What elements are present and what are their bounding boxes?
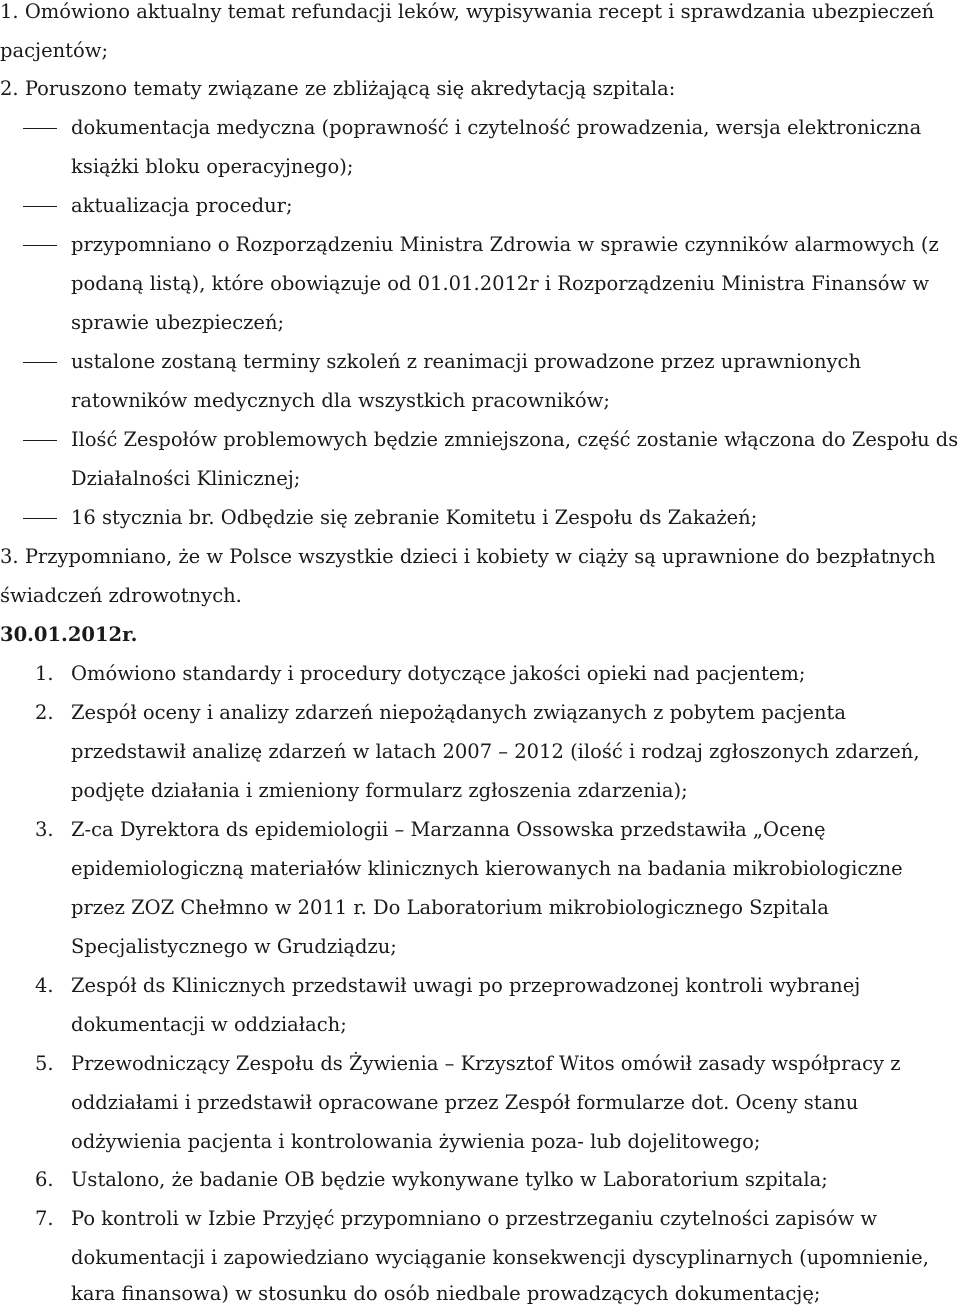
- dash-bullet: [23, 206, 57, 207]
- meeting-item-7-line-2: dokumentacji i zapowiedziano wyciąganie konsekwencji dyscyplinarnych (upomnienie,: [71, 1246, 929, 1269]
- intro-item-1-text: Omówiono aktualny temat refundacji leków, wypisywania recept i sprawdzania ubezpieczeń: [24, 0, 935, 23]
- meeting-item-6-number: 6.: [35, 1168, 54, 1191]
- dash-bullet: [23, 245, 57, 246]
- dash-item-3-line-3: sprawie ubezpieczeń;: [71, 311, 285, 334]
- meeting-item-2-line-3: podjęte działania i zmieniony formularz zgłoszenia zdarzenia);: [71, 779, 688, 802]
- dash-item-1-line-1: dokumentacja medyczna (poprawność i czytelność prowadzenia, wersja elektroniczna: [71, 116, 922, 139]
- dash-bullet: [23, 440, 57, 441]
- meeting-item-2-number: 2.: [35, 701, 54, 724]
- meeting-item-1-line-1: Omówiono standardy i procedury dotyczące jakości opieki nad pacjentem;: [71, 662, 806, 685]
- dash-item-4-line-1: ustalone zostaną terminy szkoleń z reanimacji prowadzone przez uprawnionych: [71, 350, 862, 373]
- meeting-item-7-line-1: Po kontroli w Izbie Przyjęć przypomniano o przestrzeganiu czytelności zapisów w: [71, 1207, 878, 1230]
- dash-bullet: [23, 518, 57, 519]
- meeting-item-1-number: 1.: [35, 662, 54, 685]
- meeting-item-3-line-3: przez ZOZ Chełmno w 2011 r. Do Laboratorium mikrobiologicznego Szpitala: [71, 896, 829, 919]
- intro-item-2-number: 2.: [0, 77, 19, 100]
- meeting-item-3-number: 3.: [35, 818, 54, 841]
- dash-item-4-line-2: ratowników medycznych dla wszystkich pracowników;: [71, 389, 610, 412]
- dash-item-3-line-1: przypomniano o Rozporządzeniu Ministra Zdrowia w sprawie czynników alarmowych (z: [71, 233, 939, 256]
- item-3-number: 3.: [0, 545, 19, 568]
- dash-item-1-line-2: książki bloku operacyjnego);: [71, 155, 354, 178]
- meeting-item-3-line-1: Z-ca Dyrektora ds epidemiologii – Marzanna Ossowska przedstawiła „Ocenę: [71, 818, 826, 841]
- dash-bullet: [23, 362, 57, 363]
- dash-item-5-line-2: Działalności Klinicznej;: [71, 467, 301, 490]
- dash-item-5-line-1: Ilość Zespołów problemowych będzie zmniejszona, część zostanie włączona do Zespołu ds: [71, 428, 959, 451]
- dash-bullet: [23, 128, 57, 129]
- meeting-item-4-number: 4.: [35, 974, 54, 997]
- meeting-item-5-line-1: Przewodniczący Zespołu ds Żywienia – Krzysztof Witos omówił zasady współpracy z: [71, 1052, 901, 1075]
- intro-item-1-line-2: pacjentów;: [0, 39, 109, 62]
- meeting-item-7-line-3: kara finansowa) w stosunku do osób niedbale prowadzących dokumentację;: [71, 1282, 821, 1305]
- meeting-item-5-line-3: odżywienia pacjenta i kontrolowania żywienia poza- lub dojelitowego;: [71, 1130, 761, 1153]
- meeting-item-2-line-1: Zespół oceny i analizy zdarzeń niepożądanych związanych z pobytem pacjenta: [71, 701, 846, 724]
- meeting-item-5-line-2: oddziałami i przedstawił opracowane przez Zespół formularze dot. Oceny stanu: [71, 1091, 859, 1114]
- intro-item-1-number: 1.: [0, 0, 19, 23]
- item-3-text: Przypomniano, że w Polsce wszystkie dzieci i kobiety w ciąży są uprawnione do bezpłatnych: [24, 545, 936, 568]
- intro-item-1-line-1: [0, 0, 934, 24]
- dash-item-3-line-2: podaną listą), które obowiązuje od 01.01.2012r i Rozporządzeniu Ministra Finansów w: [71, 272, 930, 295]
- meeting-item-4-line-1: Zespół ds Klinicznych przedstawił uwagi po przeprowadzonej kontroli wybranej: [71, 974, 861, 997]
- meeting-item-3-line-2: epidemiologiczną materiałów klinicznych kierowanych na badania mikrobiologiczne: [71, 857, 903, 880]
- meeting-item-2-line-2: przedstawił analizę zdarzeń w latach 2007 – 2012 (ilość i rodzaj zgłoszonych zdarzeń,: [71, 740, 920, 763]
- meeting-item-3-line-4: Specjalistycznego w Grudziądzu;: [71, 935, 397, 958]
- dash-item-6-line-1: 16 stycznia br. Odbędzie się zebranie Komitetu i Zespołu ds Zakażeń;: [71, 506, 758, 529]
- meeting-item-5-number: 5.: [35, 1052, 54, 1075]
- intro-item-2-text: Poruszono tematy związane ze zbliżającą się akredytacją szpitala:: [24, 77, 676, 100]
- meeting-item-4-line-2: dokumentacji w oddziałach;: [71, 1013, 347, 1036]
- item-3-line-1: [0, 545, 936, 569]
- date-heading: 30.01.2012r.: [0, 623, 138, 646]
- dash-item-2-line-1: aktualizacja procedur;: [71, 194, 293, 217]
- meeting-item-6-line-1: Ustalono, że badanie OB będzie wykonywane tylko w Laboratorium szpitala;: [71, 1168, 828, 1191]
- meeting-item-7-number: 7.: [35, 1207, 54, 1230]
- item-3-line-2: świadczeń zdrowotnych.: [0, 584, 242, 607]
- intro-item-2-line-1: [0, 77, 675, 101]
